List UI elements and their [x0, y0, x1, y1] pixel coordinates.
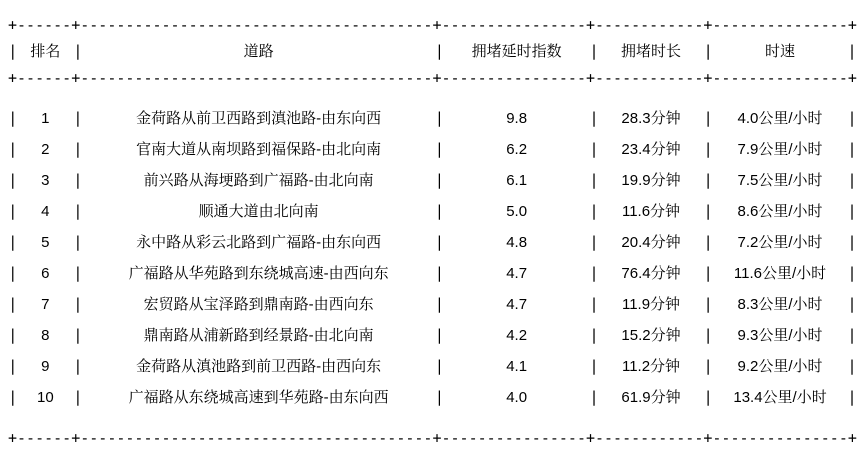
pipe: |	[8, 140, 18, 158]
table-row	[8, 382, 857, 413]
ascii-table	[8, 14, 857, 449]
spacer-row	[8, 89, 857, 103]
pipe: |	[589, 233, 599, 251]
cell-rank: 7	[41, 296, 50, 313]
pipe: |	[703, 388, 713, 406]
pipe: |	[847, 140, 857, 158]
pipe: |	[703, 109, 713, 127]
cell-speed: 7.5公里/小时	[737, 172, 823, 189]
pipe: |	[847, 171, 857, 189]
pipe: |	[703, 326, 713, 344]
pipe: |	[434, 109, 444, 127]
pipe: |	[8, 357, 18, 375]
pipe: |	[589, 357, 599, 375]
cell-road: 广福路从东绕城高速到华苑路-由东向西	[128, 389, 389, 406]
pipe: |	[847, 109, 857, 127]
cell-rank: 2	[41, 141, 50, 158]
pipe: |	[434, 388, 444, 406]
header-separator-line: +------+---------------------------------------+----------------+------------+---------------+	[8, 69, 857, 87]
cell-rank: 9	[41, 358, 50, 375]
pipe: |	[703, 171, 713, 189]
table-row	[8, 289, 857, 320]
pipe: |	[8, 202, 18, 220]
column-header-rank: 排名	[30, 43, 61, 60]
pipe: |	[703, 357, 713, 375]
cell-speed: 8.3公里/小时	[737, 296, 823, 313]
bottom-border-line: +------+---------------------------------------+----------------+------------+---------------+	[8, 429, 857, 447]
top-border-line: +------+---------------------------------------+----------------+------------+---------------+	[8, 16, 857, 34]
pipe: |	[703, 264, 713, 282]
cell-road: 官南大道从南坝路到福保路-由北向南	[136, 141, 382, 158]
table-row	[8, 165, 857, 196]
pipe: |	[73, 295, 83, 313]
pipe: |	[847, 295, 857, 313]
cell-congestion-index: 4.0	[506, 389, 528, 406]
cell-road: 顺通大道由北向南	[198, 203, 319, 220]
table-bottom-border	[8, 427, 857, 449]
pipe: |	[434, 295, 444, 313]
cell-congestion-duration: 23.4分钟	[621, 141, 681, 158]
cell-congestion-index: 9.8	[506, 110, 528, 127]
pipe: |	[847, 42, 857, 60]
pipe: |	[847, 357, 857, 375]
pipe: |	[8, 326, 18, 344]
pipe: |	[8, 109, 18, 127]
pipe: |	[73, 388, 83, 406]
cell-congestion-duration: 11.6分钟	[621, 203, 681, 220]
cell-congestion-duration: 15.2分钟	[621, 327, 681, 344]
cell-congestion-index: 6.1	[506, 172, 528, 189]
table-row	[8, 134, 857, 165]
pipe: |	[73, 42, 83, 60]
pipe: |	[73, 357, 83, 375]
cell-road: 金荷路从滇池路到前卫西路-由西向东	[136, 358, 382, 375]
pipe: |	[73, 264, 83, 282]
pipe: |	[847, 388, 857, 406]
cell-congestion-index: 6.2	[506, 141, 528, 158]
column-header-congestion-index: 拥堵延时指数	[471, 43, 562, 60]
pipe: |	[8, 233, 18, 251]
table-row	[8, 320, 857, 351]
cell-speed: 13.4公里/小时	[733, 389, 827, 406]
pipe: |	[8, 264, 18, 282]
pipe: |	[8, 295, 18, 313]
cell-congestion-duration: 76.4分钟	[621, 265, 681, 282]
cell-rank: 5	[41, 234, 50, 251]
pipe: |	[434, 140, 444, 158]
pipe: |	[73, 109, 83, 127]
pipe: |	[434, 233, 444, 251]
cell-congestion-index: 4.7	[506, 265, 528, 282]
pipe: |	[434, 357, 444, 375]
cell-road: 永中路从彩云北路到广福路-由东向西	[136, 234, 382, 251]
pipe: |	[8, 42, 18, 60]
cell-rank: 8	[41, 327, 50, 344]
pipe: |	[589, 295, 599, 313]
cell-road: 鼎南路从浦新路到经景路-由北向南	[143, 327, 374, 344]
table-row	[8, 103, 857, 134]
pipe: |	[434, 171, 444, 189]
cell-rank: 10	[37, 389, 54, 406]
cell-congestion-duration: 11.9分钟	[621, 296, 681, 313]
pipe: |	[847, 233, 857, 251]
cell-congestion-index: 4.1	[506, 358, 528, 375]
cell-road: 前兴路从海埂路到广福路-由北向南	[143, 172, 374, 189]
pipe: |	[703, 233, 713, 251]
traffic-congestion-table	[8, 14, 857, 449]
pipe: |	[434, 202, 444, 220]
pipe: |	[8, 388, 18, 406]
cell-rank: 3	[41, 172, 50, 189]
cell-road: 广福路从华苑路到东绕城高速-由西向东	[128, 265, 389, 282]
pipe: |	[703, 140, 713, 158]
cell-congestion-index: 4.8	[506, 234, 528, 251]
pipe: |	[589, 264, 599, 282]
cell-speed: 4.0公里/小时	[737, 110, 823, 127]
cell-rank: 6	[41, 265, 50, 282]
cell-congestion-index: 4.2	[506, 327, 528, 344]
pipe: |	[589, 202, 599, 220]
table-header-row	[8, 36, 857, 67]
cell-congestion-index: 4.7	[506, 296, 528, 313]
pipe: |	[703, 202, 713, 220]
pipe: |	[434, 326, 444, 344]
cell-speed: 9.3公里/小时	[737, 327, 823, 344]
cell-speed: 7.9公里/小时	[737, 141, 823, 158]
pipe: |	[589, 171, 599, 189]
pipe: |	[589, 326, 599, 344]
table-header-separator	[8, 67, 857, 89]
pipe: |	[8, 171, 18, 189]
table-top-border	[8, 14, 857, 36]
pipe: |	[73, 171, 83, 189]
pipe: |	[589, 140, 599, 158]
pipe: |	[73, 202, 83, 220]
pipe: |	[73, 326, 83, 344]
cell-road: 宏贸路从宝泽路到鼎南路-由西向东	[143, 296, 374, 313]
table-row	[8, 351, 857, 382]
cell-congestion-duration: 20.4分钟	[621, 234, 681, 251]
pipe: |	[589, 109, 599, 127]
pipe: |	[434, 264, 444, 282]
cell-rank: 1	[41, 110, 50, 127]
cell-speed: 7.2公里/小时	[737, 234, 823, 251]
cell-road: 金荷路从前卫西路到滇池路-由东向西	[136, 110, 382, 127]
cell-congestion-duration: 28.3分钟	[621, 110, 681, 127]
spacer-row	[8, 413, 857, 427]
table-row	[8, 227, 857, 258]
column-header-congestion-duration: 拥堵时长	[621, 43, 682, 60]
pipe: |	[73, 233, 83, 251]
cell-congestion-index: 5.0	[506, 203, 528, 220]
pipe: |	[703, 295, 713, 313]
pipe: |	[847, 264, 857, 282]
pipe: |	[434, 42, 444, 60]
cell-congestion-duration: 61.9分钟	[621, 389, 681, 406]
cell-congestion-duration: 19.9分钟	[621, 172, 681, 189]
cell-speed: 8.6公里/小时	[737, 203, 823, 220]
cell-rank: 4	[41, 203, 50, 220]
column-header-speed: 时速	[765, 43, 796, 60]
column-header-road: 道路	[243, 43, 274, 60]
pipe: |	[589, 388, 599, 406]
cell-speed: 11.6公里/小时	[733, 265, 827, 282]
cell-speed: 9.2公里/小时	[737, 358, 823, 375]
pipe: |	[703, 42, 713, 60]
table-row	[8, 196, 857, 227]
pipe: |	[73, 140, 83, 158]
table-row	[8, 258, 857, 289]
pipe: |	[589, 42, 599, 60]
pipe: |	[847, 326, 857, 344]
pipe: |	[847, 202, 857, 220]
cell-congestion-duration: 11.2分钟	[621, 358, 681, 375]
